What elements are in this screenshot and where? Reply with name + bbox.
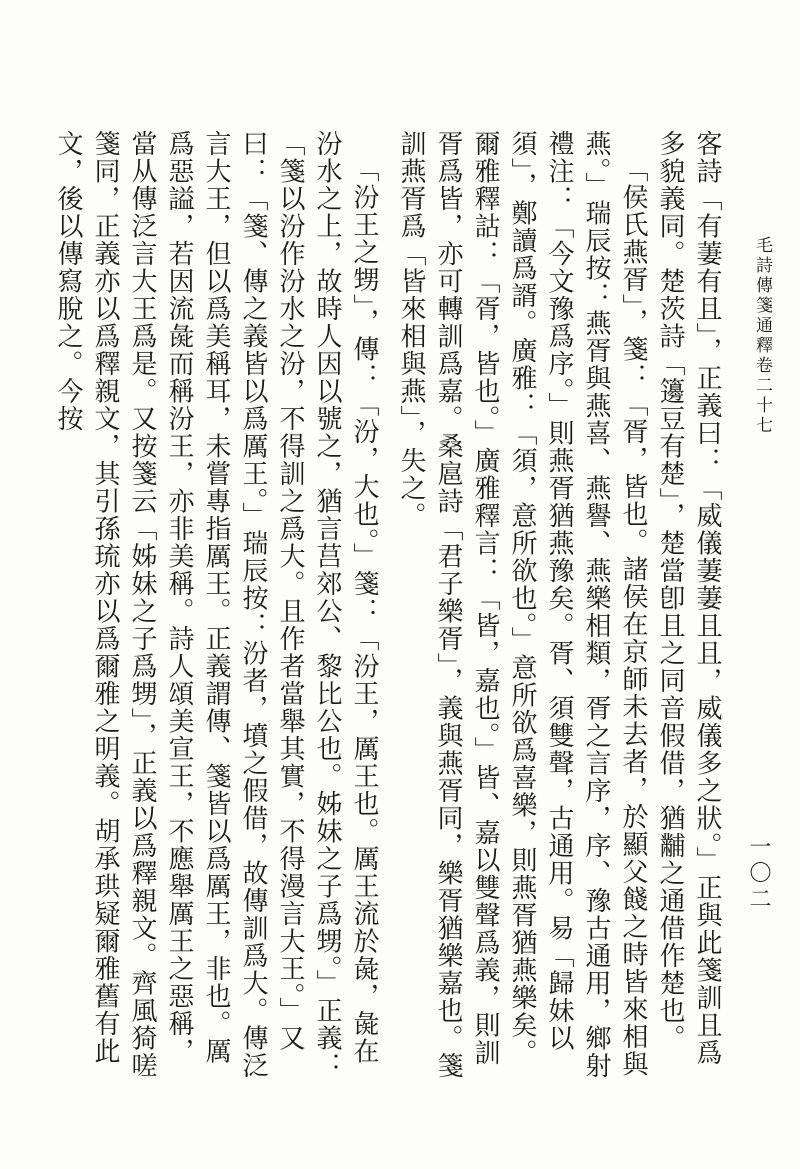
body-text [53,130,725,1090]
page-number: 一〇二 [746,835,771,913]
paragraph-hou-shi-yan-xu: 「侯氏燕胥」，箋：「胥，皆也。諸侯在京師未去者，於顯父餞之時皆來相與燕。」瑞辰按：燕胥與燕喜、燕譽、燕樂相類，胥之言序，序、豫古通用，鄉射禮注：「今文豫爲序。」則燕胥猶燕豫矣。胥、須雙聲，古通用。易「歸妹以須」，鄭讀爲諝。廣雅：「須，意所欲也。」意所欲爲喜樂，則燕胥猶燕樂矣。爾雅釋詁：「胥，皆也。」廣雅釋言：「皆，嘉也。」皆、嘉以雙聲爲義，則訓胥爲皆，亦可轉訓爲嘉。桑扈詩「君子樂胥」，義與燕胥同，樂胥猶樂嘉也。箋訓燕胥爲「皆來相與燕」，失之。 [396,130,648,1080]
paragraph-continuation: 客詩「有萋有且」，正義曰：「威儀萋萋且且，威儀多之狀。」正與此箋訓且爲多貌義同。楚茨詩「籩豆有楚」，楚當卽且之同音假借，猶黼之通借作楚也。 [655,130,722,1067]
paragraph-fen-wang-zhi-sheng: 「汾王之甥」，傳：「汾，大也。」箋：「汾王，厲王也。厲王流於彘，彘在汾水之上，故時人因以號之，猶言莒郊公、黎比公也。姊妹之子爲甥。」正義：「箋以汾作汾水之汾，不得訓之爲大。且作者當舉其實，不得漫言大王。」又曰：「箋、傳之義皆以爲厲王。」瑞辰按：汾者，墳之假借，故傳訓爲大。傳泛言大王，但以爲美稱耳，未嘗專指厲王。正義謂傳、箋皆以爲厲王，非也。厲爲惡謚，若因流彘而稱汾王，亦非美稱。詩人頌美宣王，不應舉厲王之惡稱，當从傳泛言大王爲是。又按箋云「姊妹之子爲甥」，正義以爲釋親文。齊風猗嗟箋同，正義亦以爲釋親文，其引孫琉亦以爲爾雅之明義。胡承珙疑爾雅舊有此文，後以傳寫脫之。今按 [53,130,379,1080]
running-title: 毛詩傳箋通釋卷二十七 [752,236,772,436]
